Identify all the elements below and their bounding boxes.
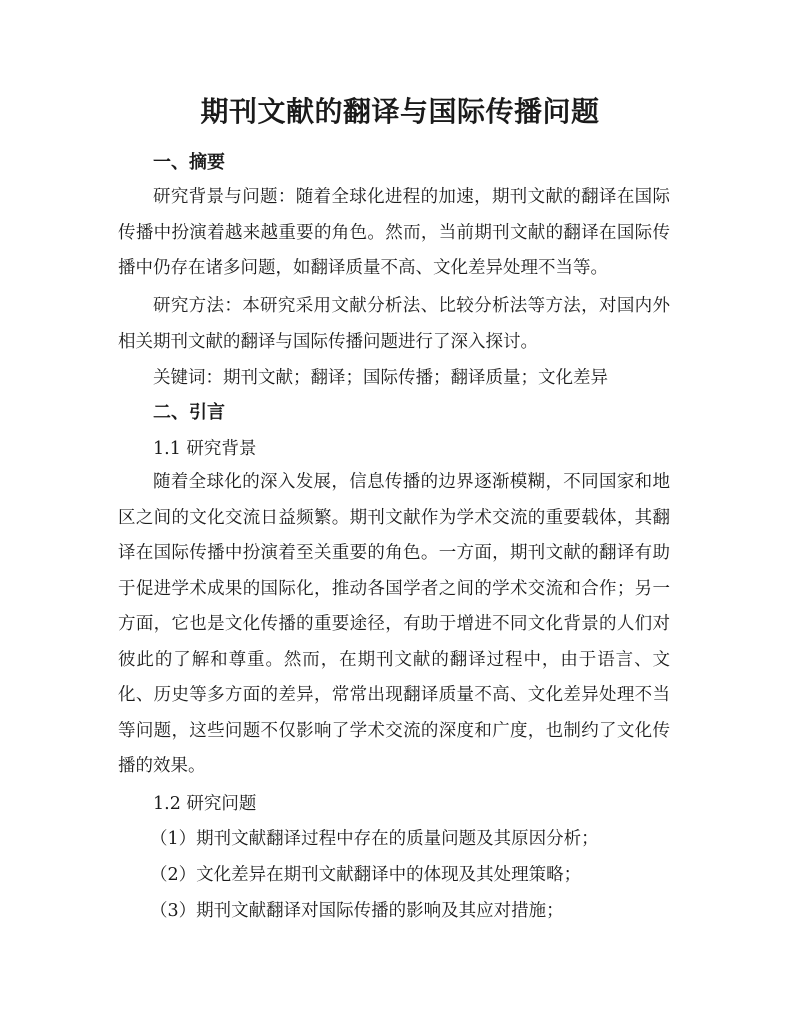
list-item: （3）期刊文献翻译对国际传播的影响及其应对措施； bbox=[150, 901, 564, 921]
abstract-keywords: 关键词：期刊文献；翻译；国际传播；翻译质量；文化差异 bbox=[153, 368, 608, 388]
page-title: 期刊文献的翻译与国际传播问题 bbox=[200, 95, 600, 128]
abstract-background-paragraph: 研究背景与问题：随着全球化进程的加速，期刊文献的翻译在国际传播中扮演着越来越重要的角色。然而，当前期刊文献的翻译在国际传播中仍存在诸多问题，如翻译质量不高、文化差异处理不当等。 bbox=[118, 187, 670, 278]
list-item: （1）期刊文献翻译过程中存在的质量问题及其原因分析； bbox=[150, 829, 599, 849]
subsection-heading-background: 1.1 研究背景 bbox=[153, 439, 257, 459]
subsection-heading-questions: 1.2 研究问题 bbox=[153, 794, 257, 814]
abstract-method-paragraph: 研究方法：本研究采用文献分析法、比较分析法等方法，对国内外相关期刊文献的翻译与国际传播问题进行了深入探讨。 bbox=[118, 296, 670, 352]
section-heading-introduction: 二、引言 bbox=[153, 402, 225, 423]
section-heading-abstract: 一、摘要 bbox=[153, 152, 225, 173]
background-body-paragraph: 随着全球化的深入发展，信息传播的边界逐渐模糊，不同国家和地区之间的文化交流日益频繁。期刊文献作为学术交流的重要载体，其翻译在国际传播中扮演着至关重要的角色。一方面，期刊文献的翻译有助于促进学术成果的国际化，推动各国学者之间的学术交流和合作；另一方面，它也是文化传播的重要途径，有助于增进不同文化背景的人们对彼此的了解和尊重。然而，在期刊文献的翻译过程中，由于语言、文化、历史等多方面的差异，常常出现翻译质量不高、文化差异处理不当等问题，这些问题不仅影响了学术交流的深度和广度，也制约了文化传播的效果。 bbox=[118, 472, 670, 776]
list-item: （2）文化差异在期刊文献翻译中的体现及其处理策略； bbox=[150, 865, 582, 885]
